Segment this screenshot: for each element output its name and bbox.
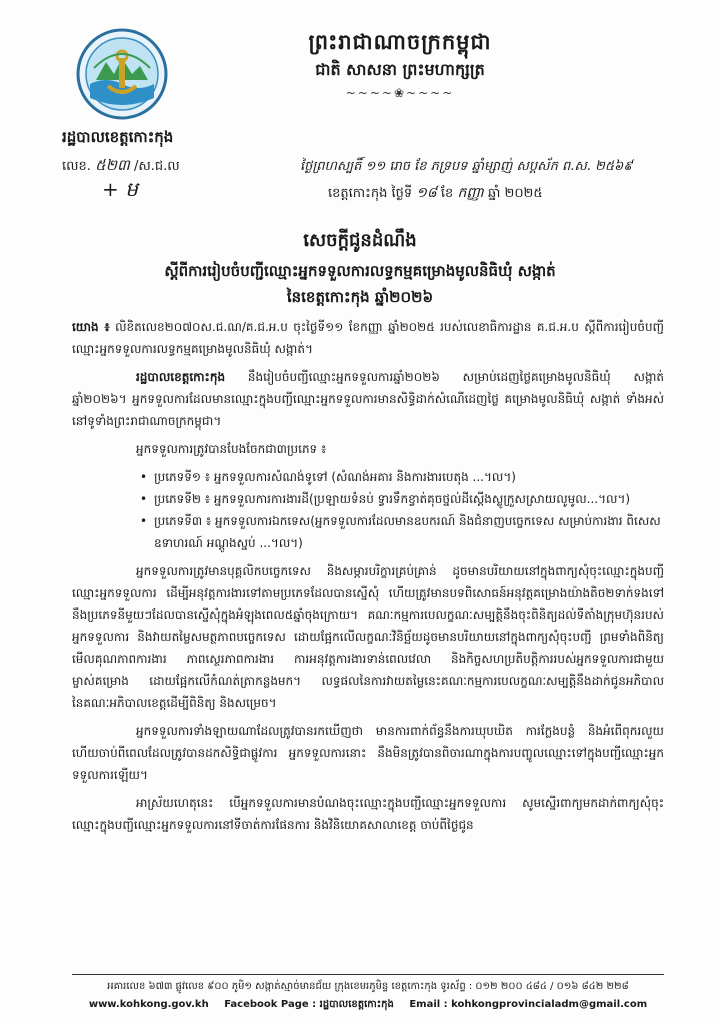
lunar-date: ថ្ងៃព្រហស្បតិ៍ ១១ រោច ខែ ភទ្របទ ឆ្នាំម្សាញ់ សប្តស័ក ព.ស. ២៥៦៩ — [300, 159, 633, 174]
list-item: • ប្រភេទទី១ ៖ អ្នកទទួលការសំណង់ទូទៅ (សំណង់អគារ និងការងារបេតុង ...។ល។) — [140, 466, 664, 488]
issuing-authority — [62, 128, 242, 206]
provincial-seal-logo — [76, 28, 168, 120]
paragraph-2: អ្នកទទួលការត្រូវបានបែងចែកជា៣ប្រភេទ ៖ — [136, 442, 327, 456]
footer-email[interactable]: Email : kohkongprovincialadm@gmail.com — [409, 999, 648, 1010]
ref-number: ៥២៣ — [95, 156, 130, 174]
page-footer — [72, 974, 664, 1013]
date-year: ២០២៥ — [504, 186, 543, 201]
reference-paragraph — [72, 316, 664, 360]
header-ornament: ~~~~❀~~~~ — [345, 86, 455, 100]
solar-date — [300, 183, 680, 204]
place-label: ខេត្តកោះកុង ថ្ងៃទី — [328, 186, 413, 201]
footer-address: អគារលេខ ៦៧៣ ផ្លូវលេខ ៩០០ ភូមិ១ សង្កាត់ស្មាច់មានជ័យ ក្រុងខេមរភូមិន្ទ ខេត្តកោះកុង ទូរស័ព្ទ : ០១២ ២០០ ៤៨៤ / ០១៦ ៨៤២ ២២៨ — [107, 981, 629, 992]
title-line-3: នៃខេត្តកោះកុង ឆ្នាំ២០២៦ — [286, 288, 434, 306]
date-month: កញ្ញា — [457, 185, 484, 201]
paragraph-5: អាស្រ័យហេតុនេះ បើអ្នកទទួលការមានបំណងចុះឈ្មោះក្នុងបញ្ជីឈ្មោះអ្នកទទួលការ សូមស្នើរពាក្យមកដាក់ពាក្យសុំចុះឈ្មោះក្នុងបញ្ជីឈ្មោះអ្នកទទួលការនៅទីចាត់ការផែនការ និងវិនិយោគសាលាខេត្ត ចាប់ពីថ្ងៃជូន — [72, 796, 664, 832]
year-label: ឆ្នាំ — [487, 186, 501, 201]
footer-website[interactable]: www.kohkong.gov.kh — [88, 999, 209, 1010]
paragraph-1 — [72, 366, 664, 432]
list-item: • ប្រភេទទី៣ ៖ អ្នកទទួលការឯកទេស(អ្នកទទួលការដែលមានឧបករណ៍ និងជំនាញបច្ចេកទេស សម្រាប់ការងារ ពិសេស ឧទាហរណ៍ អណ្តូងស្នប់ ...។ល។) — [140, 510, 664, 554]
paragraph-1-lead: រដ្ឋបាលខេត្តកោះកុង — [136, 370, 226, 384]
authority-name: រដ្ឋបាលខេត្តកោះកុង — [62, 128, 174, 146]
reference-label: យោង ៖ — [72, 320, 110, 334]
category-list — [140, 466, 664, 554]
paragraph-1-text: នឹងរៀបចំបញ្ជីឈ្មោះអ្នកទទួលការឆ្នាំ២០២៦ សម្រាប់ដេញថ្លៃគម្រោងមូលនិធិឃុំ សង្កាត់ ឆ្នាំ២០២៦។ អ្នកទទួលការដែលមានឈ្មោះក្នុងបញ្ជីឈ្មោះអ្នកទទួលការមានសិទ្ធិដាក់សំណើដេញថ្លៃ គម្រោងមូលនិធិឃុំ សង្កាត់ ទាំងអស់នៅទូទាំងព្រះរាជាណាចក្រកម្ពុជា។ — [72, 370, 664, 428]
notice-title — [60, 228, 660, 310]
ref-label: លេខ. — [62, 159, 91, 174]
reference-text: លិខិតលេខ២០៧០ស.ជ.ណ/គ.ជ.អ.ប ចុះថ្ងៃទី១១ ខែកញ្ញា ឆ្នាំ២០២៥ របស់លេខាធិការដ្ឋាន គ.ជ.អ.ប ស្តីពីការរៀបចំបញ្ជីឈ្មោះអ្នកទទួលការលទ្ធកម្មគម្រោងមូលនិធិឃុំ សង្កាត់។ — [72, 320, 664, 356]
ref-suffix: /ស.ជ.ល — [133, 159, 180, 174]
title-line-2: ស្តីពីការរៀបចំបញ្ជីឈ្មោះអ្នកទទួលការលទ្ធកម្មគម្រោងមូលនិធិឃុំ សង្កាត់ — [164, 262, 556, 280]
list-item: • ប្រភេទទី២ ៖ អ្នកទទួលការការងារដី(ប្រឡាយទំនប់ ទ្វារទឹកខ្វាត់គុចថ្នល់ដីស្ដើងស្លូក្រួសស្រាយលូមូល...។ល។) — [140, 488, 664, 510]
month-label: ខែ — [440, 186, 454, 201]
kingdom-name: ព្រះរាជាណាចក្រកម្ពុជា — [308, 30, 492, 54]
reference-number — [62, 156, 242, 178]
footer-facebook[interactable]: Facebook Page : រដ្ឋបាលខេត្តកោះកុង — [224, 999, 394, 1010]
paragraph-4: អ្នកទទួលការទាំងឡាយណាដែលត្រូវបានរកឃើញថា មានការពាក់ព័ន្ធនឹងការឃុបឃិត ការក្លែងបន្លំ និងអំពើពុករលួយ ហើយចាប់ពីពេលដែលត្រូវបានដកសិទ្ធិជាផ្លូវការ អ្នកទទួលការនោះ នឹងមិនត្រូវបានពិចារណាក្នុងការបញ្ចូលឈ្មោះទៅក្នុងបញ្ជីឈ្មោះអ្នកទទួលការឡើយ។ — [72, 724, 664, 782]
title-line-1: សេចក្តីជូនដំណឹង — [303, 230, 417, 251]
national-motto: ជាតិ សាសនា ព្រះមហាក្សត្រ — [315, 60, 485, 79]
notice-body — [72, 316, 664, 842]
footer-contacts — [72, 997, 664, 1013]
handwritten-initials: + ម — [102, 177, 138, 201]
date-day: ១៨ — [416, 185, 437, 201]
royal-header — [250, 28, 550, 100]
paragraph-3: អ្នកទទួលការត្រូវមានបុគ្គលិកបច្ចេកទេស និងសម្ភារបរិក្ខារគ្រប់គ្រាន់ ដូចមានបរិយាយនៅក្នុងពាក្យសុំចុះឈ្មោះក្នុងបញ្ជីឈ្មោះអ្នកទទួលការ ដើម្បីអនុវត្តការងារទៅតាមប្រភេទដែលបានស្នើសុំ ហើយត្រូវមានបទពិសោធន៍អនុវត្តគម្រោងយ៉ាងតិច២ទាក់ទងទៅ នឹងប្រភេទនីមួយៗដែលបានស្នើសុំក្នុងអំឡុងពេល៥ឆ្នាំចុងក្រោយ។ គណៈកម្មការបេលក្ខណៈសម្បត្តិនឹងចុះពិនិត្យដល់ទីតាំងក្រុមហ៊ុនរបស់អ្នកទទួលការ និងវាយតម្លៃសមត្ថភាពបច្ចេកទេស ដោយផ្អែកលើលក្ខណៈវិនិច្ឆ័យដូចមានបរិយាយនៅក្នុងពាក្យសុំចុះបញ្ជី ព្រមទាំងពិនិត្យមើលគុណភាពការងារ ភាពស្ថេរភាពការងារ ការអនុវត្តការងារទាន់ពេលវេលា និងកិច្ចសហប្រតិបត្តិការរបស់អ្នកទទួលការជាមួយម្ចាស់គម្រោង ដោយផ្អែកលើកំណត់ត្រាកន្លងមក។ លទ្ធផលនៃការវាយតម្លៃនេះគណៈកម្មការបេលក្ខណៈសម្បត្តិនឹងដាក់ជូនអភិបាលនៃគណៈអភិបាលខេត្តដើម្បីពិនិត្យ និងសម្រេច។ — [72, 564, 664, 710]
date-block — [300, 158, 680, 204]
